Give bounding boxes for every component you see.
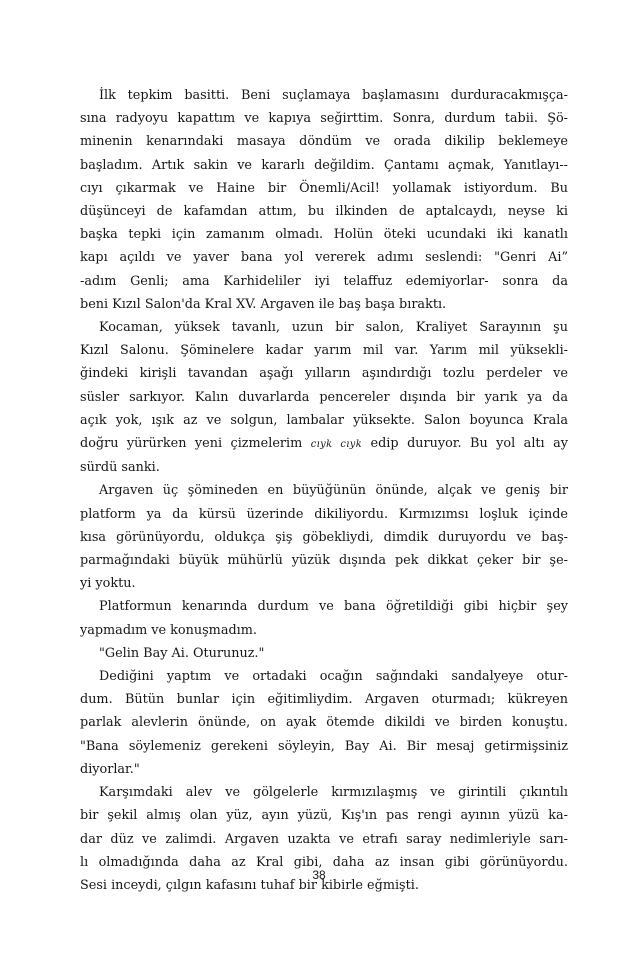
text-line: kısa görünüyordu, oldukça şiş göbekliydi, dimdik duruyordu ve baş- <box>80 529 568 545</box>
page-body <box>80 84 568 897</box>
text-line: -adım Genli; ama Karhideliler iyi telaffuz edemiyorlar- sonra da <box>80 273 568 289</box>
text-line: Dediğini yaptım ve ortadaki ocağın sağındaki sandalyeye otur- <box>99 669 568 685</box>
text-line: dum. Bütün bunlar için eğitimliydim. Argaven oturmadı; kükreyen <box>80 692 568 708</box>
emphasized-text: cıyk cıyk <box>310 439 363 451</box>
text-line: bir şekil almış olan yüz, ayın yüzü, Kış'ın pas rengi ayının yüzü ka- <box>80 808 568 824</box>
text-line: "Bana söylemeniz gerekeni söyleyin, Bay Ai. Bir mesaj getirmişsiniz <box>80 738 568 754</box>
text-line: süsler sarkıyor. Kalın duvarlarda pencereler dışında bir yarık ya da <box>80 389 568 405</box>
text-line: parlak alevlerin önünde, on ayak ötemde dikildi ve birden konuştu. <box>80 715 568 731</box>
text-line: Platformun kenarında durdum ve bana öğretildiği gibi hiçbir şey <box>99 599 568 615</box>
text-segment: edip duruyor. Bu yol altı ay <box>370 436 568 452</box>
text-line: Karşımdaki alev ve gölgelerle kırmızılaşmış ve girintili çıkıntılı <box>99 785 568 801</box>
text-line: sına radyoyu kapattım ve kapıya seğirttim. Sonra, durdum tabii. Şö- <box>80 111 568 127</box>
text-line: platform ya da kürsü üzerinde dikiliyordu. Kırmızımsı loşluk içinde <box>80 506 568 522</box>
text-line: yi yoktu. <box>80 576 136 592</box>
text-line: Argaven üç şömineden en büyüğünün önünde, alçak ve geniş bir <box>99 483 568 499</box>
text-line: parmağındaki büyük mühürlü yüzük dışında pek dikkat çeker bir şe- <box>80 553 568 569</box>
text-line: kapı açıldı ve yaver bana yol vererek adımı seslendi: "Genri Ai” <box>80 250 568 266</box>
text-line: dar düz ve zalimdi. Argaven uzakta ve etrafı saray nedimleriyle sarı- <box>80 831 568 847</box>
text-line: sürdü sanki. <box>80 460 160 476</box>
text-line: Kızıl Salonu. Şöminelere kadar yarım mil var. Yarım mil yüksekli- <box>80 343 568 359</box>
text-line-mixed <box>80 432 568 456</box>
text-line: cıyı çıkarmak ve Haine bir Önemli/Acil! yollamak istiyordum. Bu <box>80 180 568 196</box>
text-line: Kocaman, yüksek tavanlı, uzun bir salon, Kraliyet Sarayının şu <box>99 320 568 336</box>
text-line: yapmadım ve konuşmadım. <box>80 622 257 638</box>
page-number: 38 <box>312 868 326 882</box>
text-line: İlk tepkim basitti. Beni suçlamaya başlamasını durduracakmışça- <box>99 88 568 103</box>
text-line: minenin kenarındaki masaya döndüm ve orada dikilip beklemeye <box>80 134 568 150</box>
text-line: açık yok, ışık az ve solgun, lambalar yüksekte. Salon boyunca Krala <box>80 412 568 428</box>
text-line: lı olmadığında daha az Kral gibi, daha az insan gibi görünüyordu. <box>80 854 568 870</box>
text-line: "Gelin Bay Ai. Oturunuz." <box>99 645 265 661</box>
text-line: ğindeki kirişli tavandan aşağı yılların aşındırdığı tozlu perdeler ve <box>80 366 568 382</box>
text-line: beni Kızıl Salon'da Kral XV. Argaven ile baş başa bıraktı. <box>80 296 447 312</box>
text-line: diyorlar." <box>80 761 140 777</box>
text-line: başka tepki için zamanım olmadı. Holün öteki ucundaki iki kanatlı <box>80 227 568 243</box>
text-segment: doğru yürürken yeni çizmelerim <box>80 436 303 452</box>
text-line: başladım. Artık sakin ve kararlı değildim. Çantamı açmak, Yanıtlayı-- <box>80 157 568 173</box>
text-line: Sesi inceydi, çılgın kafasını tuhaf bir kibirle eğmişti. <box>80 877 419 893</box>
text-line: düşünceyi de kafamdan attım, bu ilkinden de aptalcaydı, neyse ki <box>80 204 568 220</box>
